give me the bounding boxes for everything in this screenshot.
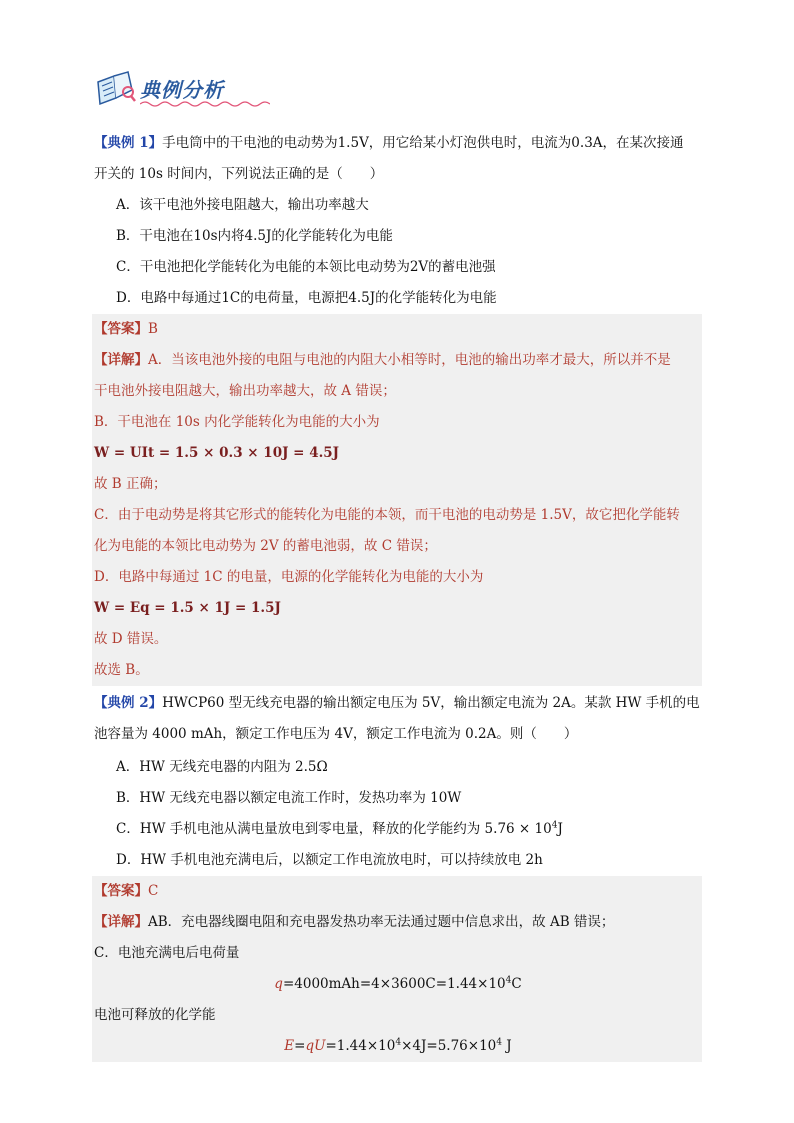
ex2-option-b: B．HW 无线充电器以额定电流工作时，发热功率为 10W [116, 790, 462, 806]
ex1-formula-2: W = Eq = 1.5 × 1J = 1.5J [92, 593, 702, 624]
ex2-formula-1-unit: C [511, 976, 522, 992]
ex1-option-c: C．干电池把化学能转化为电能的本领比电动势为2V的蓄电池强 [116, 259, 496, 275]
ex2-option-d: D．HW 手机电池充满电后，以额定工作电流放电时，可以持续放电 2h [116, 852, 543, 868]
ex1-detail-line-4: 故 B 正确； [92, 469, 702, 500]
ex1-detail-line-7: D．电路中每通过 1C 的电量，电源的化学能转化为电能的大小为 [92, 562, 702, 593]
ex2-formula-1-exponent: 4 [505, 975, 512, 986]
ex1-detail-line-1 [92, 345, 702, 376]
ex1-detail-line-2: 干电池外接电阻越大，输出功率越大，故 A 错误； [92, 376, 702, 407]
ex2-question-line-2: 池容量为 4000 mAh，额定工作电压为 4V，额定工作电流为 0.2A。则（ ） [94, 726, 578, 742]
ex2-detail-text-1: AB．充电器线圈电阻和充电器发热功率无法通过题中信息求出，故 AB 错误； [148, 914, 615, 930]
ex1-detail-line-5: C．由于电动势是将其它形式的能转化为电能的本领，而干电池的电动势是 1.5V，故它把化学能转 [92, 500, 702, 531]
ex2-formula-2-exponent-2: 4 [496, 1037, 503, 1048]
ex2-formula-2-var: E [284, 1038, 295, 1054]
ex1-option-d: D．电路中每通过1C的电荷量，电源把4.5J的化学能转化为电能 [116, 290, 497, 306]
ex1-option-b: B．干电池在10s内将4.5J的化学能转化为电能 [116, 228, 393, 244]
ex1-question-text-1: 手电筒中的干电池的电动势为1.5V，用它给某小灯泡供电时，电流为0.3A，在某次接通 [162, 135, 684, 151]
ex2-option-c [116, 819, 726, 839]
ex1-detail-line-3: B．干电池在 10s 内化学能转化为电能的大小为 [92, 407, 702, 438]
ex2-option-c-exponent: 4 [551, 820, 558, 831]
ex2-formula-2 [92, 1031, 702, 1062]
ex2-detail-line-1 [92, 907, 702, 938]
ex2-answer-value: C [148, 883, 159, 899]
ex2-formula-2-mid: ×4J=5.76×10 [401, 1038, 497, 1054]
section-title: 典例分析 [140, 78, 224, 102]
ex2-answer [92, 876, 702, 907]
ex2-detail-tag: 【详解】 [94, 914, 148, 930]
ex2-option-a: A．HW 无线充电器的内阻为 2.5Ω [116, 759, 328, 775]
ex2-option-c-unit: J [557, 821, 563, 837]
ex2-question-line-1 [94, 693, 704, 713]
ex2-detail-line-2: C．电池充满电后电荷量 [92, 938, 702, 969]
ex1-formula-1: W = UIt = 1.5 × 0.3 × 10J = 4.5J [92, 438, 702, 469]
ex1-answer-tag: 【答案】 [94, 321, 148, 337]
ex1-detail-line-8: 故 D 错误。 [92, 624, 702, 655]
ex1-detail-line-6: 化为电能的本领比电动势为 2V 的蓄电池弱，故 C 错误； [92, 531, 702, 562]
ex2-detail-line-3: 电池可释放的化学能 [92, 1000, 702, 1031]
ex1-option-a: A．该干电池外接电阻越大，输出功率越大 [116, 197, 369, 213]
ex1-answer-value: B [148, 321, 158, 337]
ex1-question-line-2: 开关的 10s 时间内，下列说法正确的是（ ） [94, 166, 384, 182]
ex2-question-text-1: HWCP60 型无线充电器的输出额定电压为 5V，输出额定电流为 2A。某款 HW 手机的电 [162, 695, 700, 711]
ex2-formula-2-unit: J [502, 1038, 512, 1054]
title-underline-wave [140, 100, 270, 108]
ex2-formula-2-eq: = [294, 1038, 306, 1054]
ex1-question-line-1 [94, 133, 704, 153]
ex2-formula-2-var2: qU [305, 1038, 326, 1054]
ex1-detail-line-9: 故选 B。 [92, 655, 702, 686]
ex1-detail-text-1: A．当该电池外接的电阻与电池的内阻大小相等时，电池的输出功率才最大，所以并不是 [148, 352, 671, 368]
book-magnifier-icon [94, 68, 138, 108]
ex1-detail-tag: 【详解】 [94, 352, 148, 368]
ex2-formula-1-var: q [274, 976, 283, 992]
ex2-tag: 【典例 2】 [94, 695, 163, 711]
ex2-formula-2-exponent-1: 4 [395, 1037, 402, 1048]
ex2-formula-1-body: =4000mAh=4×3600C=1.44×10 [282, 976, 506, 992]
ex2-formula-2-body: =1.44×10 [325, 1038, 396, 1054]
ex1-answer [92, 314, 702, 345]
ex2-answer-tag: 【答案】 [94, 883, 148, 899]
ex1-tag: 【典例 1】 [94, 135, 163, 151]
section-header [94, 64, 284, 114]
ex2-formula-1 [92, 969, 702, 1000]
ex2-option-c-text: C．HW 手机电池从满电量放电到零电量，释放的化学能约为 5.76 × 10 [116, 821, 552, 837]
